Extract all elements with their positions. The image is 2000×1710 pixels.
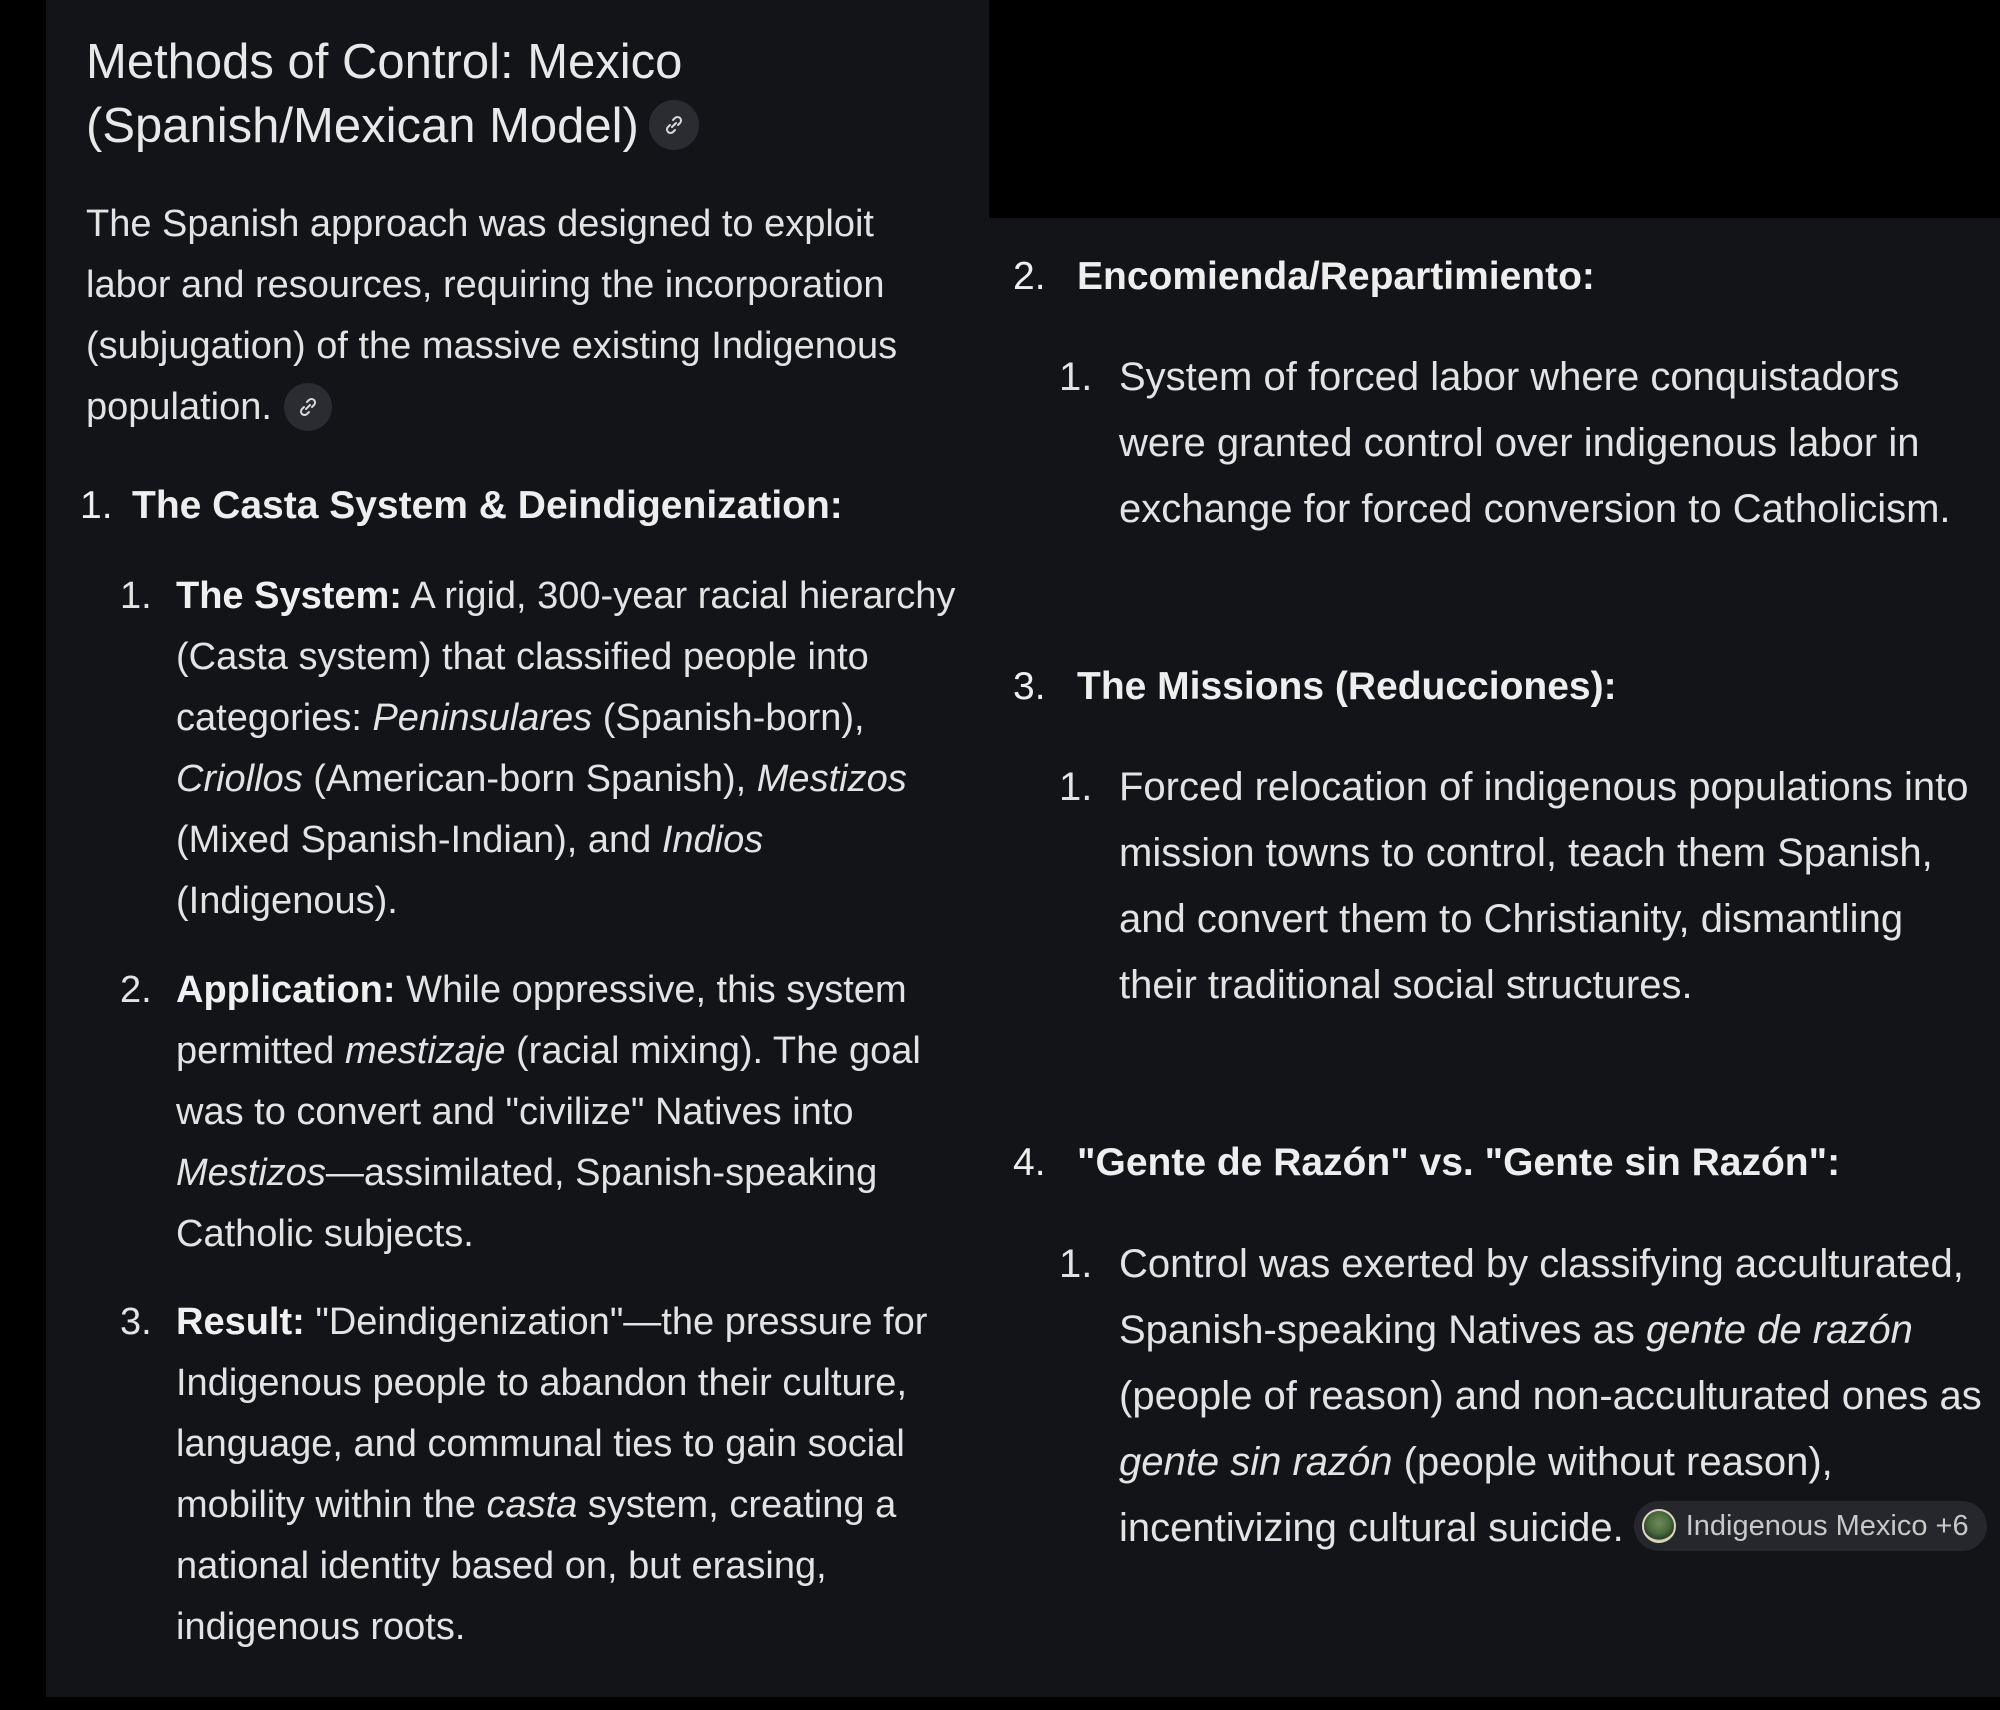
sub-list-text: [176, 1292, 976, 1658]
sub-label: Result:: [176, 1301, 305, 1343]
italic-term: Mestizos: [756, 758, 907, 800]
sub-list-number: 2.: [120, 969, 152, 1011]
list-number: 2.: [1013, 255, 1046, 298]
list-item-heading: [1013, 252, 1595, 302]
sub-list-text: Forced relocation of indigenous populations into mission towns to control, teach them Spanish, and convert them to Christianity, dismantling their traditional social structures.: [1119, 765, 1969, 1007]
sub-list-text: [176, 566, 976, 932]
list-number: 1.: [80, 484, 113, 527]
text-span: (racial mixing). The goal was to convert and "civilize" Natives into: [176, 1030, 921, 1133]
section-title: [86, 30, 966, 158]
sub-list-text: [1119, 1231, 1994, 1561]
text-span: While oppressive, this system permitted: [176, 969, 907, 1072]
section-title-text: Methods of Control: Mexico (Spanish/Mexican Model): [86, 35, 683, 153]
sub-label: Application:: [176, 969, 396, 1011]
sub-list-item: [1059, 754, 1989, 1094]
sub-list-item: [120, 960, 1000, 1270]
italic-term: mestizaje: [344, 1030, 506, 1072]
right-panel: [989, 218, 2000, 1697]
italic-term: gente de razón: [1645, 1308, 1913, 1352]
list-heading-text: The Casta System & Deindigenization:: [132, 484, 843, 527]
italic-term: Criollos: [176, 758, 303, 800]
text-span: —assimilated, Spanish-speaking Catholic subjects.: [176, 1152, 878, 1255]
link-icon: [662, 113, 686, 137]
title-link-button[interactable]: [649, 100, 699, 150]
italic-term: Mestizos: [176, 1152, 326, 1194]
source-chip-label: Indigenous Mexico +6: [1685, 1510, 1969, 1543]
text-span: A rigid, 300-year racial hierarchy (Casta system) that classified people into categories:: [176, 575, 956, 739]
sub-list-number: 3.: [120, 1301, 152, 1343]
text-span: (American-born Spanish),: [302, 758, 757, 800]
text-span: "Deindigenization"—the pressure for Indigenous people to abandon their culture, language, and communal ties to gain social mobility within the: [176, 1301, 928, 1526]
list-heading-text: "Gente de Razón" vs. "Gente sin Razón":: [1077, 1141, 1841, 1184]
list-item-heading: [1013, 662, 1617, 712]
source-favicon-icon: [1642, 1509, 1676, 1543]
text-span: (people of reason) and non-acculturated ones as: [1119, 1374, 1982, 1418]
sub-list-number: 1.: [1059, 765, 1093, 809]
intro-text: The Spanish approach was designed to exploit labor and resources, requiring the incorporation (subjugation) of the massive existing Indigenous population.: [86, 203, 898, 428]
sub-list-item: [120, 1292, 1000, 1672]
text-span: (Spanish-born),: [592, 697, 865, 739]
source-chip[interactable]: [1634, 1501, 1987, 1551]
list-heading-text: The Missions (Reducciones):: [1077, 665, 1617, 708]
italic-term: gente sin razón: [1119, 1440, 1393, 1484]
sub-list-text: [176, 960, 976, 1265]
text-span: system, creating a national identity based on, but erasing, indigenous roots.: [176, 1484, 897, 1648]
list-item-heading: [1013, 1138, 1840, 1188]
intro-paragraph: [86, 194, 966, 438]
sub-list-item: [1059, 1231, 1994, 1641]
text-span: (people without reason), incentivizing cultural suicide.: [1119, 1440, 1833, 1550]
sub-list-number: 1.: [1059, 355, 1093, 399]
italic-term: Peninsulares: [372, 697, 593, 739]
text-span: (Mixed Spanish-Indian), and: [176, 819, 662, 861]
sub-list-item: [1059, 344, 1989, 614]
italic-term: Indios: [661, 819, 764, 861]
list-number: 4.: [1013, 1141, 1046, 1184]
list-heading-text: Encomienda/Repartimiento:: [1077, 255, 1595, 298]
sub-list-item: [120, 566, 1000, 936]
list-number: 3.: [1013, 665, 1046, 708]
sub-label: The System:: [176, 575, 402, 617]
list-item-heading: [80, 481, 843, 531]
italic-term: casta: [486, 1484, 578, 1526]
left-panel: [46, 0, 989, 1697]
sub-list-number: 1.: [120, 575, 152, 617]
sub-list-number: 1.: [1059, 1242, 1093, 1286]
link-icon: [296, 395, 320, 419]
text-span: (Indigenous).: [176, 880, 398, 922]
sub-list-text: System of forced labor where conquistadors were granted control over indigenous labor in exchange for forced conversion to Catholicism.: [1119, 355, 1951, 531]
text-span: Control was exerted by classifying acculturated, Spanish-speaking Natives as: [1119, 1242, 1964, 1352]
intro-link-button[interactable]: [284, 383, 332, 431]
